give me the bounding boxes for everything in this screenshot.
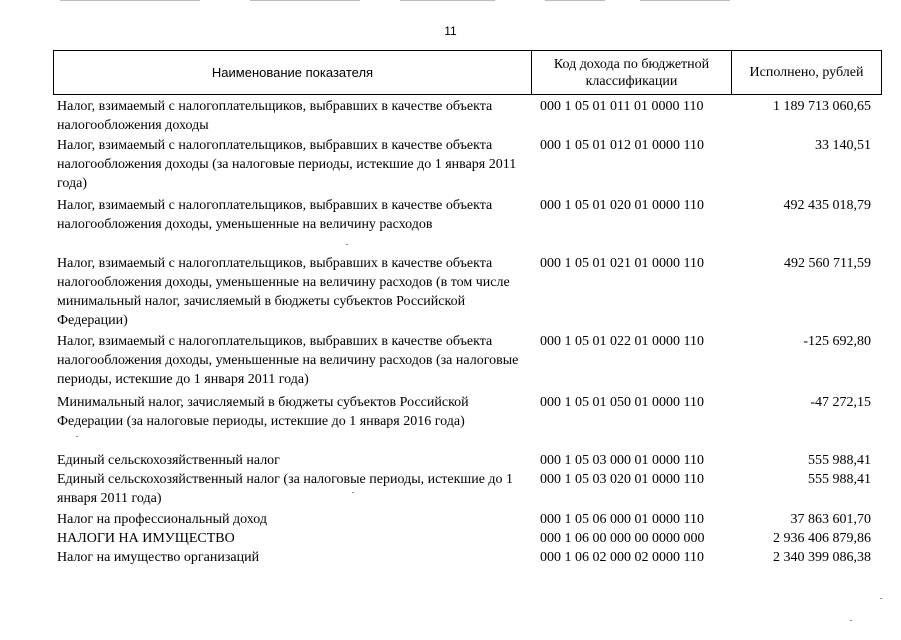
row-name: Налог на имущество организаций [57,550,260,565]
scan-edge-line [250,0,360,1]
scan-edge-line [400,0,495,1]
row-code: 000 1 05 03 020 01 0000 110 [540,472,704,487]
row-name: НАЛОГИ НА ИМУЩЕСТВО [57,531,235,546]
row-name: Налог, взимаемый с налогоплательщиков, выбравших в качестве объекта налогообложения доходы, уменьшенные на величину расходов (в том числе минимальный налог, зачисляемый в бюджеты субъектов Российской Федерации) [57,256,510,328]
row-name: Единый сельскохозяйственный налог [57,453,280,468]
header-name: Наименование показателя [211,65,374,80]
row-sum: 492 435 018,79 [783,198,871,213]
row-code: 000 1 05 01 022 01 0000 110 [540,334,704,349]
row-name: Налог, взимаемый с налогоплательщиков, выбравших в качестве объекта налогообложения доходы (за налоговые периоды, истекшие до 1 января 2011 года) [57,138,517,191]
row-code: 000 1 06 02 000 02 0000 110 [540,550,704,565]
row-code: 000 1 05 03 000 01 0000 110 [540,453,704,468]
row-sum: -47 272,15 [810,395,871,410]
row-code: 000 1 05 06 000 01 0000 110 [540,512,704,527]
table-header [53,50,882,95]
row-code: 000 1 05 01 020 01 0000 110 [540,198,704,213]
scan-speck [352,492,354,493]
scan-speck [76,436,78,437]
row-code: 000 1 06 00 000 00 0000 000 [540,531,705,546]
scan-edge-line [640,0,730,1]
row-sum: 555 988,41 [808,472,871,487]
scan-edge-line [545,0,605,1]
row-sum: 2 340 399 086,38 [773,550,871,565]
row-name: Минимальный налог, зачисляемый в бюджеты субъектов Российской Федерации (за налоговые периоды, истекшие до 1 января 2016 года) [57,395,469,429]
header-code: Код дохода по бюджетной классификации [531,51,731,94]
row-sum: 37 863 601,70 [790,512,871,527]
row-name: Налог, взимаемый с налогоплательщиков, выбравших в качестве объекта налогообложения доходы, уменьшенные на величину расходов (за налоговые периоды, истекшие до 1 января 2011 года) [57,334,519,387]
row-name: Единый сельскохозяйственный налог (за налоговые периоды, истекшие до 1 января 2011 года) [57,472,514,506]
row-code: 000 1 05 01 050 01 0000 110 [540,395,704,410]
row-name: Налог, взимаемый с налогоплательщиков, выбравших в качестве объекта налогообложения доходы [57,99,493,133]
row-code: 000 1 05 01 011 01 0000 110 [540,99,704,114]
scan-speck [880,598,882,599]
scan-speck [346,244,348,245]
row-sum: 2 936 406 879,86 [773,531,871,546]
row-name: Налог, взимаемый с налогоплательщиков, выбравших в качестве объекта налогообложения доходы, уменьшенные на величину расходов [57,198,493,232]
scan-edge-line [60,0,200,1]
row-name: Налог на профессиональный доход [57,512,267,527]
row-sum: 33 140,51 [815,138,871,153]
row-code: 000 1 05 01 012 01 0000 110 [540,138,704,153]
scan-speck [850,620,852,621]
row-sum: 1 189 713 060,65 [773,99,871,114]
row-sum: -125 692,80 [803,334,871,349]
row-code: 000 1 05 01 021 01 0000 110 [540,256,704,271]
header-sum: Исполнено, рублей [731,51,881,94]
row-sum: 492 560 711,59 [784,256,871,271]
row-sum: 555 988,41 [808,453,871,468]
page-number: 11 [444,24,457,38]
